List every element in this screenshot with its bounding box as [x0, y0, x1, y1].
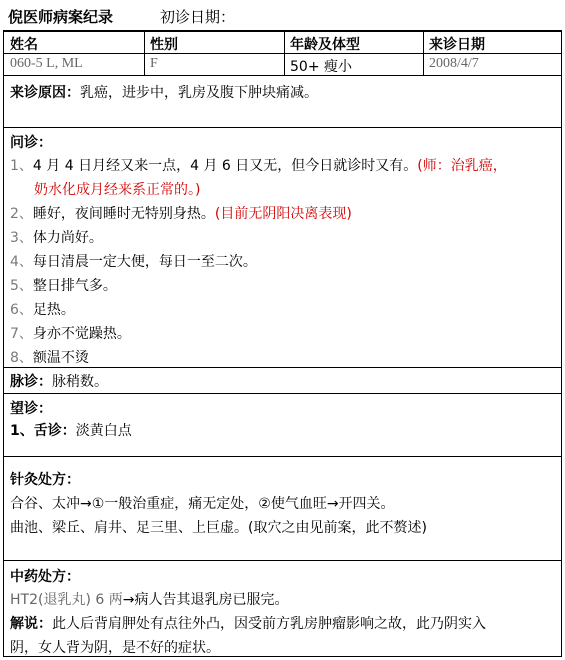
inquiry-item: 7、身亦不觉躁热。	[10, 326, 131, 342]
gender-value: F	[150, 56, 158, 71]
explanation-label: 解说：	[10, 616, 52, 632]
explanation-line-1: 此人后背肩胛处有点往外凸，因受前方乳房肿瘤影响之故，此乃阴实入	[52, 616, 486, 632]
herbal-prescription-note: →病人告其退乳房已服完。	[122, 592, 289, 608]
first-visit-label: 初诊日期：	[160, 8, 236, 26]
explanation-line-2: 阴，女人背为阴，是不好的症状。	[10, 640, 220, 656]
visit-date-value: 2008/4/7	[429, 56, 479, 71]
acupuncture-label: 针灸处方：	[10, 472, 80, 488]
observation-label: 望诊：	[10, 401, 52, 417]
observation-section	[10, 398, 52, 418]
page-title: 倪医师病案纪录	[8, 8, 114, 26]
document-title-row	[0, 0, 565, 30]
tongue-label: 1、舌诊：	[10, 423, 76, 439]
herbal-section	[10, 566, 80, 586]
acupuncture-line-2: 曲池、梁丘、肩井、足三里、上巨虚。(取穴之由见前案，此不赘述)	[10, 520, 427, 536]
inquiry-item: 4、每日清晨一定大便，每日一至二次。	[10, 254, 257, 270]
pulse-row	[10, 371, 108, 391]
acupuncture-section	[10, 469, 80, 489]
pulse-label: 脉诊：	[10, 374, 52, 390]
patient-name-value: 060-5 L, ML	[10, 56, 83, 71]
tongue-text: 淡黄白点	[75, 423, 132, 439]
acupuncture-line-1: 合谷、太冲→①一般治重症，痛无定处，②使气血旺→开四关。	[10, 496, 395, 512]
herbal-label: 中药处方：	[10, 569, 80, 585]
header-visit-date: 来诊日期	[429, 37, 485, 53]
header-name: 姓名	[10, 37, 38, 53]
tongue-row	[10, 420, 132, 440]
inquiry-item: 6、足热。	[10, 302, 75, 318]
inquiry-item: 1、4 月 4 日月经又来一点，4 月 6 日又无，但今日就诊时又有。(师：治乳癌，	[10, 158, 507, 174]
pulse-text: 脉稍数。	[52, 374, 108, 390]
header-gender: 性别	[150, 37, 178, 53]
herbal-prescription-row	[10, 589, 288, 609]
inquiry-item-continued: 奶水化成月经来系正常的。)	[34, 182, 201, 198]
herbal-prescription: HT2(退乳丸) 6 两	[10, 592, 123, 608]
reason-row	[10, 82, 318, 102]
inquiry-item: 3、体力尚好。	[10, 230, 103, 246]
inquiry-item: 5、整日排气多。	[10, 278, 117, 294]
case-record-table	[3, 30, 562, 657]
inquiry-section	[10, 132, 52, 152]
age-body-value: 50+ 瘦小	[290, 59, 352, 75]
header-age-body: 年龄及体型	[290, 37, 360, 53]
inquiry-item: 2、睡好，夜间睡时无特别身热。(目前无阴阳决离表现)	[10, 206, 352, 222]
reason-label: 来诊原因：	[10, 85, 80, 101]
reason-text: 乳癌，进步中，乳房及腹下肿块痛减。	[80, 85, 318, 101]
inquiry-label: 问诊：	[10, 135, 52, 151]
explanation-row	[10, 613, 486, 633]
inquiry-item: 8、额温不烫	[10, 350, 89, 366]
